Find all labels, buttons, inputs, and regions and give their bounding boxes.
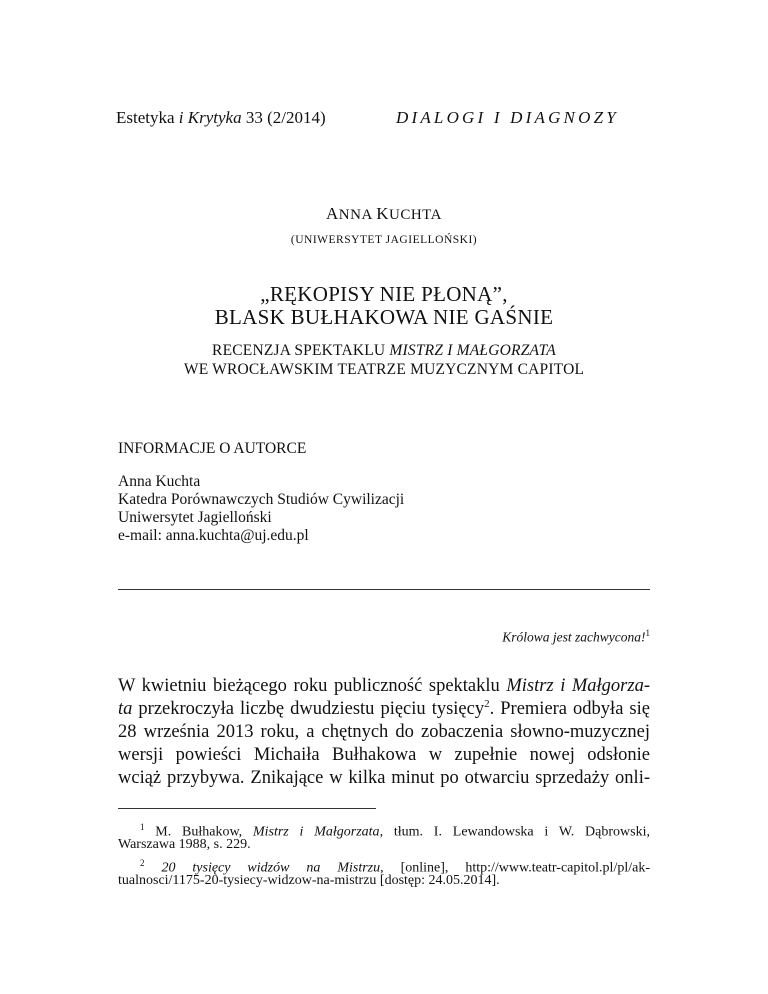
journal-header xyxy=(116,108,326,128)
body-line: wciąż przybywa. Znikające w kilka minut po otwarciu sprzedaży onli- xyxy=(118,768,650,788)
footnote-2: $^2$ 20 tysięcy widzów na Mistrzu, [online], http://www.teatr-capitol.pl/pl/ak- tualnosci/1175-20-tysiecy-widzow-na-mistrzu [dostęp: 24.05.2014]. xyxy=(118,858,650,888)
journal-issue: 33 (2/2014) xyxy=(241,108,326,127)
author-info-name: Anna Kuchta xyxy=(118,473,201,490)
author-name: ANNA KUCHTA xyxy=(326,204,442,223)
author-info-email: e-mail: anna.kuchta@uj.edu.pl xyxy=(118,527,309,544)
footnote-url: tualnosci/1175-20-tysiecy-widzow-na-mistrzu [dostęp: 24.05.2014]. xyxy=(118,873,500,888)
footnote-divider xyxy=(118,808,376,809)
body-line: ta przekroczyła liczbę dwudziestu pięciu tysięcy$^2$. Premiera odbyła się xyxy=(118,697,650,719)
section-divider xyxy=(118,589,650,590)
body-line: 28 września 2013 roku, a chętnych do zobaczenia słowno-muzycznej xyxy=(118,722,650,742)
journal-name: Estetyka xyxy=(116,108,179,127)
article-title-line-2: BLASK BUŁHAKOWA NIE GAŚNIE xyxy=(214,305,554,329)
author-info-heading: INFORMACJE O AUTORCE xyxy=(118,440,307,457)
footnote-1: $^1$ M. Bułhakow, Mistrz i Małgorzata, tłum. I. Lewandowska i W. Dąbrowski, Warszawa 1988, s. 229. xyxy=(118,822,650,852)
author-info-university: Uniwersytet Jagielloński xyxy=(118,509,272,526)
author-info-department: Katedra Porównawczych Studiów Cywilizacji xyxy=(118,491,405,508)
journal-name-italic: i Krytyka xyxy=(178,108,242,127)
epigraph: Królowa jest zachwycona!$^1$ xyxy=(502,628,650,645)
body-text xyxy=(118,675,650,790)
footnote-ref-1: 1 xyxy=(645,628,650,638)
author-affiliation: (UNIWERSYTET JAGIELLOŃSKI) xyxy=(290,234,478,246)
subtitle-line-1: RECENZJA SPEKTAKLU MISTRZ I MAŁGORZATA xyxy=(212,342,556,359)
article-title-line-1: „RĘKOPISY NIE PŁONĄ”, xyxy=(260,282,508,306)
footnote-ref-2: 2 xyxy=(484,697,490,710)
body-line: W kwietniu bieżącego roku publiczność spektaklu Mistrz i Małgorza- xyxy=(118,676,650,696)
subtitle-line-2: WE WROCŁAWSKIM TEATRZE MUZYCZNYM CAPITOL xyxy=(183,361,585,378)
section-header: DIALOGI I DIAGNOZY xyxy=(396,108,619,127)
body-line: wersji powieści Michaiła Bułhakowa w zupełnie nowej odsłonie xyxy=(118,745,650,765)
